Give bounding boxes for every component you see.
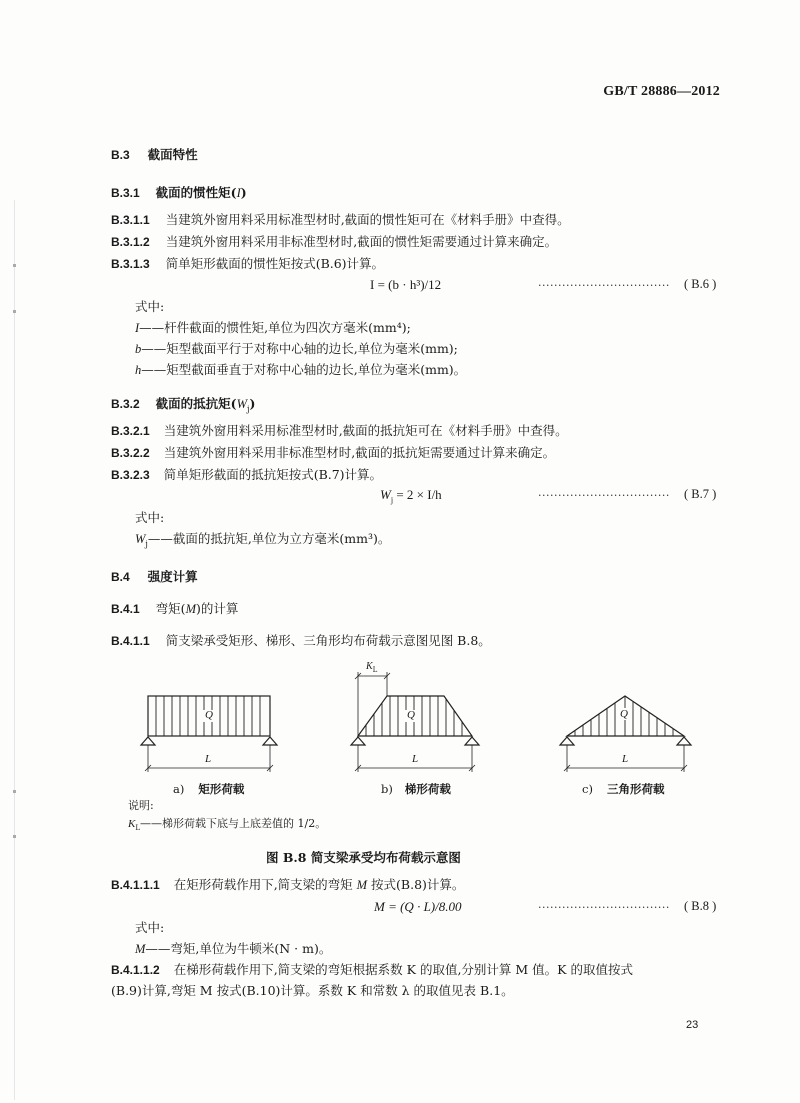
figure-note [128,815,326,832]
kl-dimension-label [366,661,377,674]
definition-text: ——弯矩,单位为牛顿米(N · m)。 [145,941,332,956]
section-title: 强度计算 [147,569,198,584]
section-number: B.4 [111,570,130,584]
subfigure-c-caption [582,781,664,797]
clause-text: 简单矩形截面的惯性矩按式(B.6)计算。 [165,256,385,271]
clause-text-end: 按式(B.8)计算。 [367,877,465,892]
figure-caption: 图 B.8 简支梁承受均布荷载示意图 [266,850,461,865]
equation-number: ( B.6 ) [684,277,717,291]
clause-number: B.4.1.1 [111,634,150,648]
pin-support-icon [263,737,277,745]
symbol: M [356,878,368,892]
definition-text: ——矩型截面垂直于对称中心轴的边长,单位为毫米(mm)。 [141,362,467,377]
section-title: 截面特性 [147,147,198,162]
clause-text: 简支梁承受矩形、梯形、三角形均布荷载示意图见图 B.8。 [165,633,491,648]
subfigure-title: 矩形荷载 [198,782,245,796]
load-label-Q: Q [620,708,628,720]
section-title: 弯矩( [155,601,186,616]
equation-number: ( B.7 ) [684,487,717,501]
section-number: B.4.1 [111,602,140,616]
symbol-subscript: j [145,539,148,549]
symbol-subscript: L [135,824,140,833]
symbol: h [135,363,142,377]
section-title-end: )的计算 [195,601,239,616]
subfigure-label: c) [582,782,593,796]
equation-leader-dots: ································· [538,489,670,502]
clause-number: B.3.1.2 [111,235,150,249]
clause-b41112 [111,962,633,978]
symbol: W [236,397,248,411]
equation-b6: I = (b · h³)/12 [370,277,442,292]
pin-support-icon [677,737,691,745]
span-label-L: L [412,753,419,765]
definition-text: ——截面的抵抗矩,单位为立方毫米(mm³)。 [147,531,391,546]
section-title: 截面的抵抗矩( [155,396,237,411]
symbol: W [135,532,146,546]
clause-number: B.4.1.1.2 [111,963,160,977]
where-label: 式中: [135,510,165,525]
symbol-subscript: j [390,495,394,505]
symbol: M [185,602,196,616]
where-label: 式中: [135,299,165,314]
load-label-Q: Q [407,709,415,721]
equation-leader-dots: ································· [538,901,670,914]
where-label: 式中: [135,920,165,935]
symbol: W [380,487,391,502]
symbol: I [236,186,241,200]
clause-text: 当建筑外窗用料采用标准型材时,截面的惯性矩可在《材料手册》中查得。 [165,212,570,227]
clause-number: B.3.1.3 [111,257,150,271]
clause-text: 在梯形荷载作用下,简支梁的弯矩根据系数 K 的取值,分别计算 M 值。K 的取值按式 [173,962,633,977]
pin-support-icon [465,737,479,745]
pin-support-icon [560,737,574,745]
section-number: B.3.2 [111,397,140,411]
subfigure-a-caption [173,781,244,797]
subfigure-label: b) [381,782,393,796]
definition-M [135,941,331,957]
subfigure-label: a) [173,782,185,796]
formula-body: = 2 × I/h [393,487,442,502]
scan-mark [13,835,16,838]
section-number: B.3 [111,148,130,162]
clause-b41111 [111,877,464,893]
pin-support-icon [351,737,365,745]
clause-text: 当建筑外窗用料采用标准型材时,截面的抵抗矩可在《材料手册》中查得。 [163,423,568,438]
definition-text: ——矩型截面平行于对称中心轴的边长,单位为毫米(mm); [141,341,458,356]
subfigure-b-caption [381,781,451,797]
symbol: K [128,818,136,830]
symbol: I [135,321,140,335]
clause-number: B.3.2.1 [111,424,150,438]
pin-support-icon [141,737,155,745]
clause-b41112-continued: (B.9)计算,弯矩 M 按式(B.10)计算。系数 K 和常数 λ 的取值见表 B.1。 [111,983,514,998]
clause-number: B.3.2.3 [111,468,150,482]
section-title-end: ) [240,185,247,200]
section-number: B.3.1 [111,186,140,200]
equation-number: ( B.8 ) [684,899,717,913]
span-label-L: L [622,753,629,765]
clause-text: 在矩形荷载作用下,简支梁的弯矩 [173,877,357,892]
load-label-Q: Q [205,709,213,721]
symbol: b [135,342,142,356]
subfigure-title: 梯形荷载 [404,782,451,796]
clause-number: B.3.2.2 [111,446,150,460]
symbol-subscript: j [247,404,250,414]
symbol: K [366,661,373,672]
page-number: 23 [686,1019,699,1031]
note-text: ——梯形荷载下底与上底差值的 1/2。 [140,817,327,830]
subfigure-title: 三角形荷载 [606,782,665,796]
clause-text: 简单矩形截面的抵抗矩按式(B.7)计算。 [163,467,383,482]
standard-code-header: GB/T 28886—2012 [603,84,720,99]
span-label-L: L [205,753,212,765]
definition-text: ——杆件截面的惯性矩,单位为四次方毫米(mm⁴); [139,320,411,335]
symbol: M [135,942,146,956]
clause-number: B.4.1.1.1 [111,878,160,892]
section-title-end: ) [249,396,256,411]
figure-note-label: 说明: [128,799,154,812]
clause-text: 当建筑外窗用料采用非标准型材时,截面的惯性矩需要通过计算来确定。 [165,234,558,249]
symbol-subscript: L [372,666,378,674]
clause-number: B.3.1.1 [111,213,150,227]
section-title: 截面的惯性矩( [155,185,237,200]
equation-leader-dots: ································· [538,279,670,292]
clause-text: 当建筑外窗用料采用非标准型材时,截面的抵抗矩需要通过计算来确定。 [163,445,556,460]
equation-b8: M = (Q · L)/8.00 [374,899,462,914]
